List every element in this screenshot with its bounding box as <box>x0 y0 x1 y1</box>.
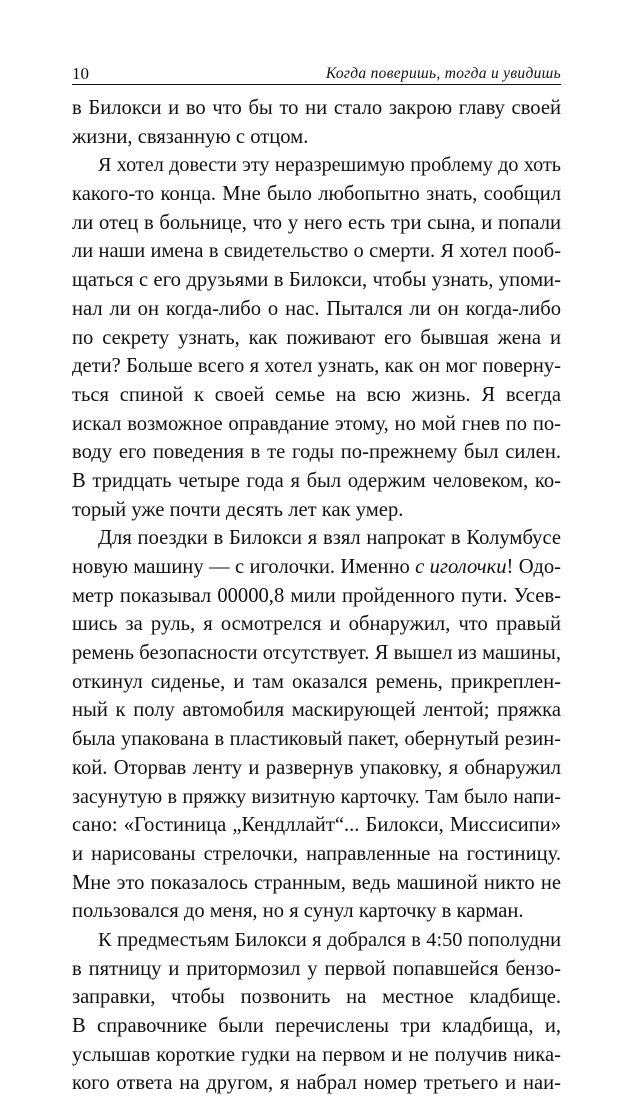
text-line: по секрету узнать, как поживают его бывшая жена и <box>72 326 561 349</box>
page-number: 10 <box>72 64 89 83</box>
text-line: К предместьям Билокси я добрался в 4:50 пополудни <box>98 928 561 951</box>
text-line: ремень безопасности отсутствует. Я вышел из машины, <box>72 642 561 665</box>
text-line: пользовался до меня, но я сунул карточку в карман. <box>72 900 524 923</box>
text-line: сано: «Гостиница „Кендллайт“... Билокси, Миссисипи» <box>72 814 561 837</box>
text-line: шись за руль, я осмотрелся и обнаружил, что правый <box>72 613 561 636</box>
text-segment: ! Одо- <box>506 556 562 578</box>
text-line: метр показывал 00000,8 мили пройденного пути. Усев- <box>72 584 561 607</box>
text-line: ный к полу автомобиля маскирующей лентой; пряжка <box>72 699 561 722</box>
text-line: щаться с его друзьями в Билокси, чтобы узнать, упоми- <box>72 269 561 292</box>
book-page <box>72 62 561 1098</box>
text-line: засунутую в пряжку визитную карточку. Там было напи- <box>72 785 561 808</box>
running-header <box>72 62 561 85</box>
body-text <box>72 94 561 1098</box>
text-line: в Билокси и во что бы то ни стало закрою главу своей <box>72 97 561 119</box>
text-line: воду его поведения в те годы по-прежнему был силен. <box>72 441 561 464</box>
text-line: ли отец в больнице, что у него есть три сына, и попали <box>72 211 561 234</box>
text-line: услышав короткие гудки на первом и не получив ника- <box>72 1043 561 1066</box>
text-line: Я хотел довести эту неразрешимую проблему до хоть <box>98 154 561 177</box>
text-line <box>72 553 561 582</box>
italic-emphasis: с иголочки <box>415 556 507 578</box>
text-line: дети? Больше всего я хотел узнать, как он мог поверну- <box>72 355 561 378</box>
text-line: и нарисованы стрелочки, направленные на гостиницу. <box>72 842 561 865</box>
text-line: ться спиной к своей семье на всю жизнь. Я всегда <box>72 383 561 406</box>
text-line: Для поездки в Билокси я взял напрокат в Колумбусе <box>98 527 561 550</box>
text-line: В справочнике были перечислены три кладбища, и, <box>72 1015 561 1037</box>
running-title: Когда поверишь, тогда и увидишь <box>325 65 561 82</box>
text-line: в пятницу и притормозил у первой попавшейся бензо- <box>72 957 561 980</box>
text-line: кого ответа на другом, я набрал номер третьего и наи- <box>72 1072 561 1095</box>
text-line: заправки, чтобы позвонить на местное кладбище. <box>72 986 561 1009</box>
text-line: откинул сиденье, и там оказался ремень, прикреплен- <box>72 670 561 693</box>
text-line: искал возможное оправдание этому, но мой гнев по по- <box>72 412 561 435</box>
text-line: торый уже почти десять лет как умер. <box>72 498 404 521</box>
text-line: кой. Оторвав ленту и развернув упаковку, я обнаружил <box>72 756 561 779</box>
text-segment: новую машину — с иголочки. Именно <box>72 556 416 578</box>
text-line: жизни, связанную с отцом. <box>72 125 309 148</box>
text-line: В тридцать четыре года я был одержим человеком, ко- <box>72 469 561 492</box>
text-line: какого-то конца. Мне было любопытно знать, сообщил <box>72 183 561 206</box>
text-line: Мне это показалось странным, ведь машиной никто не <box>72 871 561 894</box>
text-line: ли наши имена в свидетельство о смерти. Я хотел пооб- <box>72 240 561 263</box>
text-line: была упакована в пластиковый пакет, обернутый резин- <box>72 728 561 751</box>
text-line: нал ли он когда-либо о нас. Пытался ли он когда-либо <box>72 297 561 320</box>
